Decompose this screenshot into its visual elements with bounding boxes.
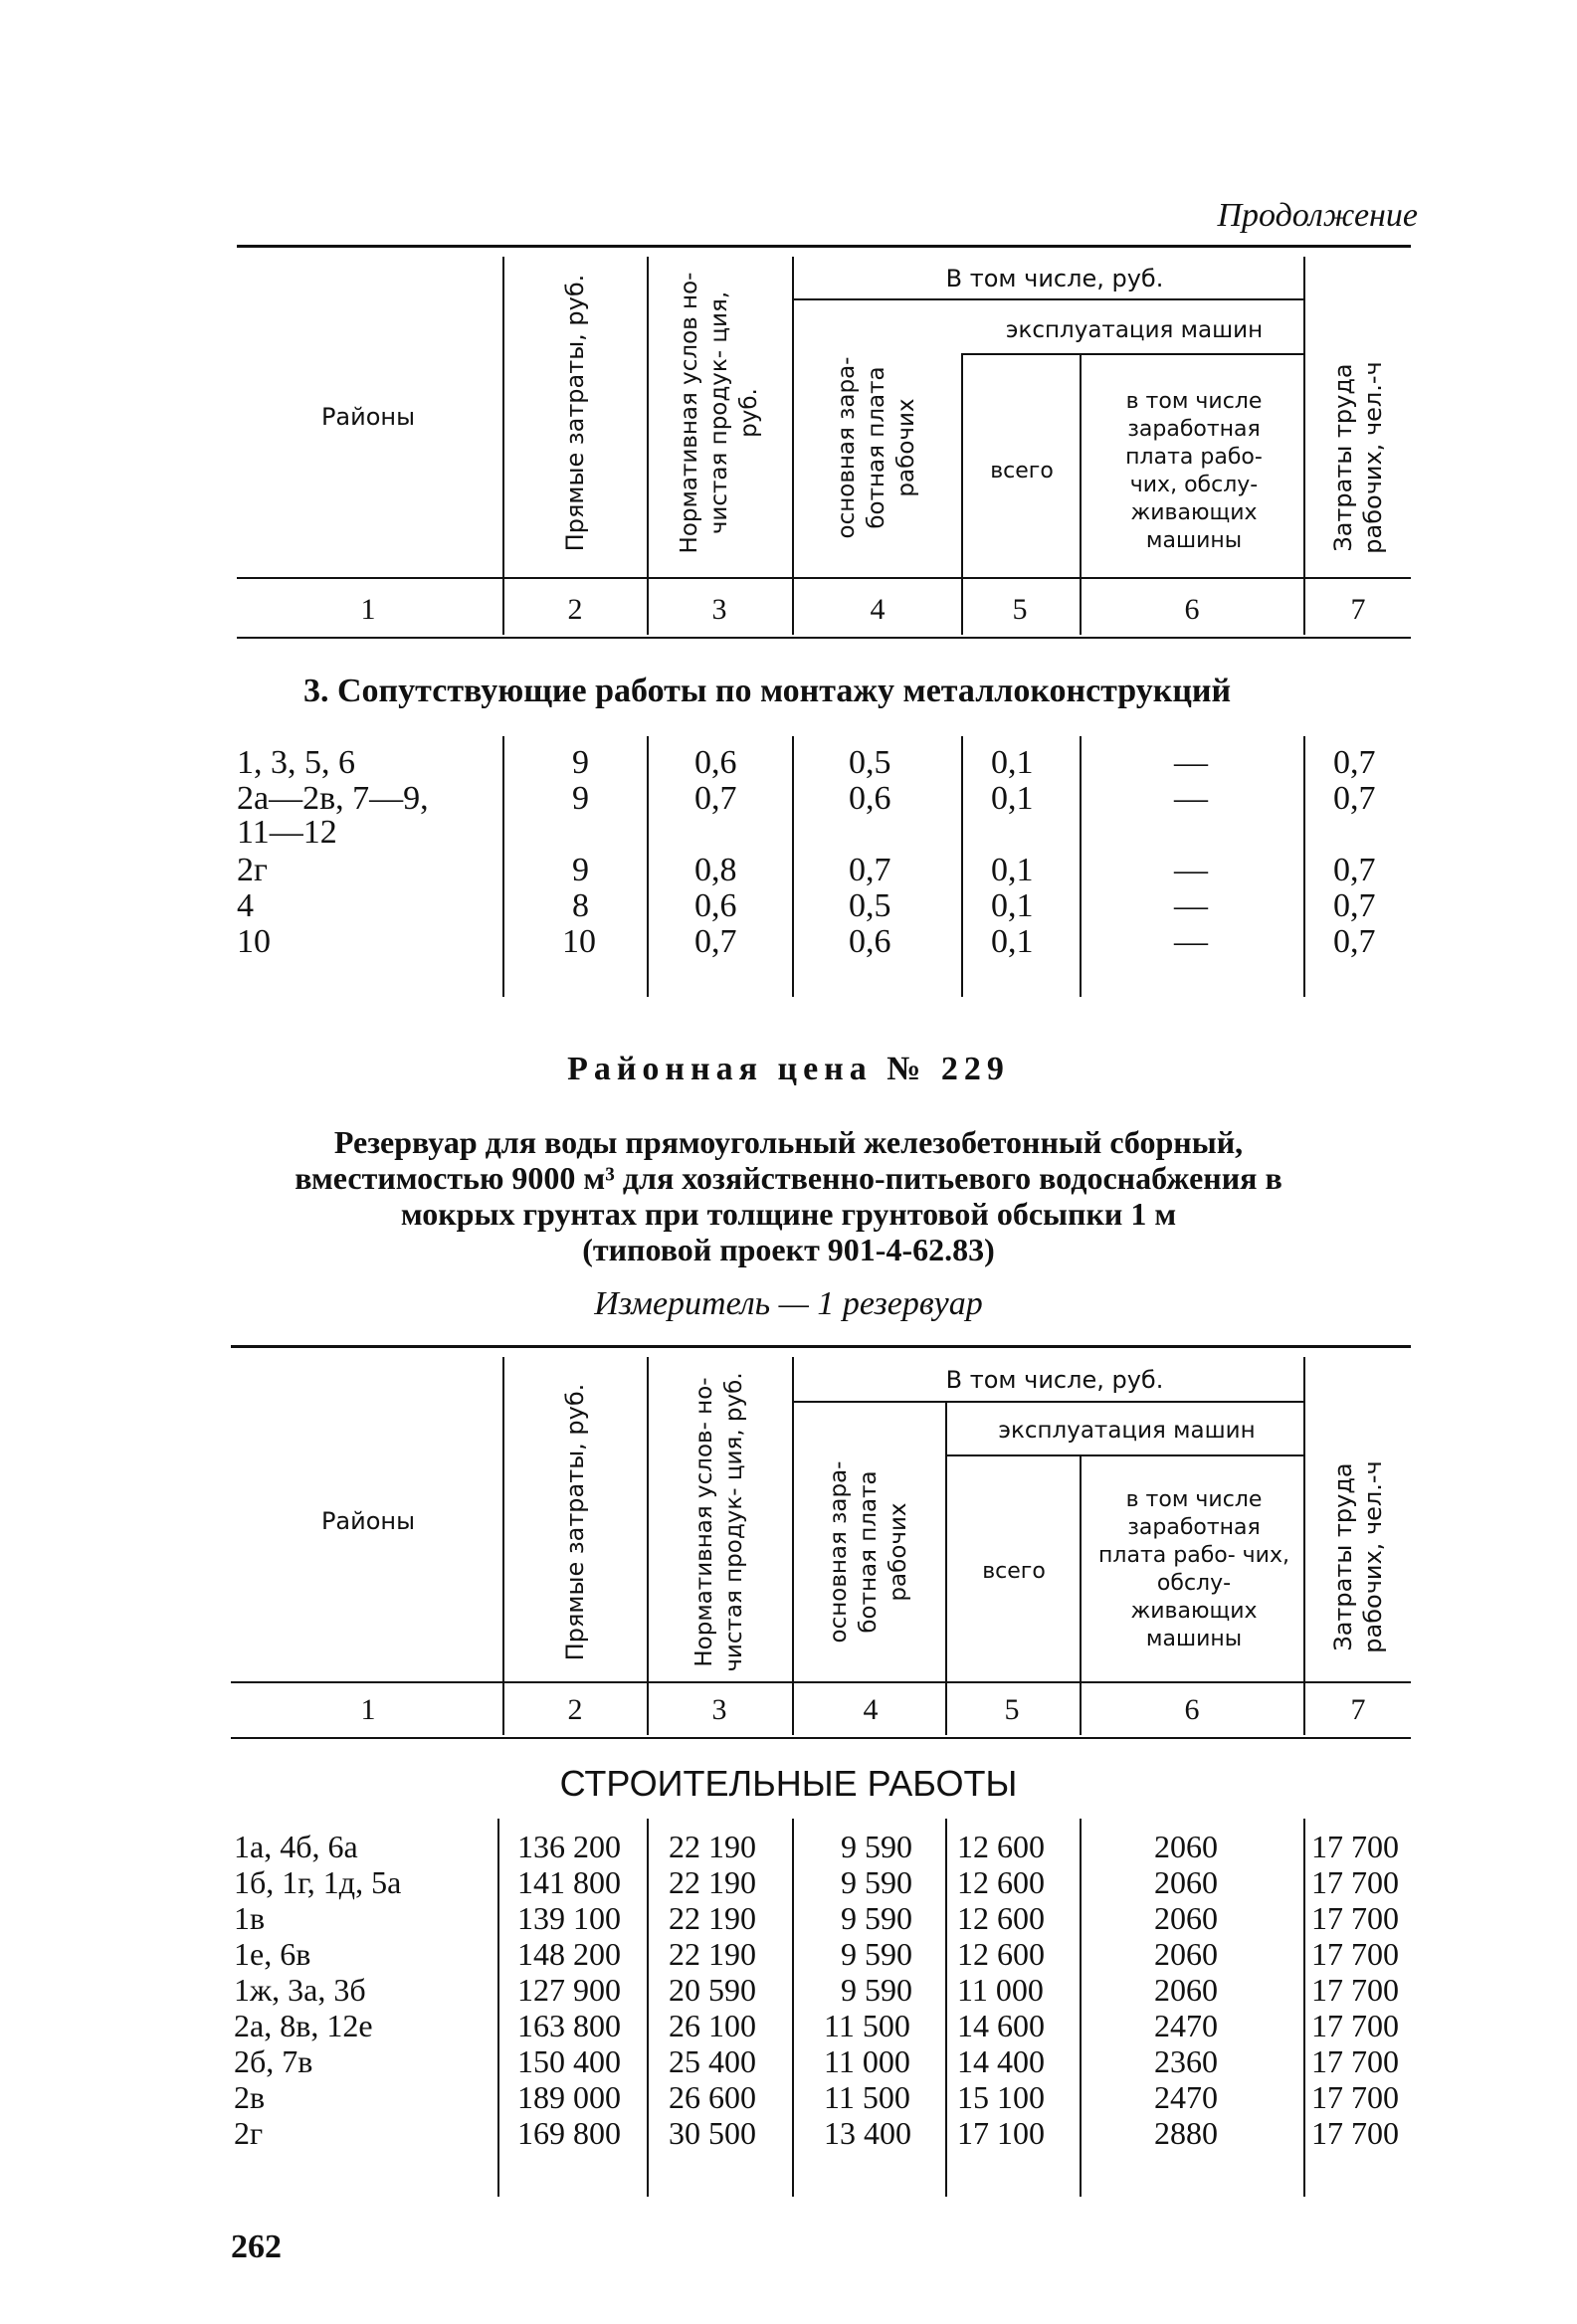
cell-wages: 9 590 xyxy=(841,1829,912,1864)
t1-header-total: всего xyxy=(990,459,1054,484)
t2-colnum-7: 7 xyxy=(1350,1693,1366,1726)
cell-direct: 9 xyxy=(572,744,589,781)
cell-wages: 0,5 xyxy=(849,887,891,924)
cell-normative: 22 190 xyxy=(669,1936,756,1972)
cell-wages: 9 590 xyxy=(841,1936,912,1972)
t2-colnum-1: 1 xyxy=(360,1693,376,1726)
cell-region: 11—12 xyxy=(237,814,337,851)
cell-machines-total: 12 600 xyxy=(957,1936,1045,1972)
cell-wages: 11 500 xyxy=(824,2008,910,2043)
t2-colnum-3: 3 xyxy=(711,1693,727,1726)
cell-machine-wages: — xyxy=(1174,780,1208,817)
cell-direct: 10 xyxy=(562,923,596,960)
measure-label: Измеритель — 1 резервуар xyxy=(594,1285,983,1322)
table-row xyxy=(0,2008,1577,2043)
cell-labor: 17 700 xyxy=(1311,1900,1399,1936)
cell-region: 1а, 4б, 6а xyxy=(234,1829,358,1864)
cell-direct: 9 xyxy=(572,780,589,817)
description-line: мокрых грунтах при толщине грунтовой обсыпки 1 м xyxy=(400,1196,1177,1232)
t2-colnum-6: 6 xyxy=(1184,1693,1200,1726)
cell-normative: 25 400 xyxy=(669,2043,756,2079)
table-row xyxy=(0,2043,1577,2079)
table-row xyxy=(0,2115,1577,2151)
t2-colnum-2: 2 xyxy=(567,1693,583,1726)
cell-direct: 150 400 xyxy=(517,2043,621,2079)
cell-region: 2а, 8в, 12е xyxy=(234,2008,373,2043)
description-line: вместимостью 9000 м³ для хозяйственно-питьевого водоснабжения в xyxy=(295,1160,1282,1196)
description-line: Резервуар для воды прямоугольный железобетонный сборный, xyxy=(333,1124,1244,1160)
cell-normative: 0,8 xyxy=(694,852,737,888)
cell-region: 2г xyxy=(234,2115,264,2151)
cell-machines-total: 14 400 xyxy=(957,2043,1045,2079)
cell-machine-wages: — xyxy=(1174,852,1208,888)
cell-machines-total: 14 600 xyxy=(957,2008,1045,2043)
t1-colnum-4: 4 xyxy=(870,593,886,626)
t2-header-machines: эксплуатация машин xyxy=(998,1418,1256,1444)
cell-normative: 30 500 xyxy=(669,2115,756,2151)
t2-header-machine-wages: в том числе заработная плата рабо- чих, обслу- живающих машины xyxy=(1098,1487,1289,1651)
t2-header-total: всего xyxy=(982,1559,1046,1584)
cell-machines-total: 0,1 xyxy=(991,887,1034,924)
cell-normative: 22 190 xyxy=(669,1900,756,1936)
cell-labor: 17 700 xyxy=(1311,2079,1399,2115)
continuation-label: Продолжение xyxy=(1217,197,1418,234)
cell-wages: 9 590 xyxy=(841,1972,912,2008)
cell-direct: 148 200 xyxy=(517,1936,621,1972)
cell-labor: 0,7 xyxy=(1333,852,1376,888)
cell-labor: 17 700 xyxy=(1311,2115,1399,2151)
cell-normative: 22 190 xyxy=(669,1864,756,1900)
cell-machine-wages: — xyxy=(1174,887,1208,924)
t1-colnum-7: 7 xyxy=(1350,593,1366,626)
cell-machines-total: 0,1 xyxy=(991,923,1034,960)
cell-machine-wages: — xyxy=(1174,744,1208,781)
t1-colnum-1: 1 xyxy=(360,593,376,626)
cell-direct: 163 800 xyxy=(517,2008,621,2043)
t1-header-labor: Затраты труда рабочих, чел.-ч xyxy=(1329,361,1387,554)
table-row xyxy=(0,852,1577,887)
cell-wages: 11 000 xyxy=(824,2043,910,2079)
cell-wages: 0,6 xyxy=(849,780,891,817)
table-row xyxy=(0,1829,1577,1864)
cell-region: 1, 3, 5, 6 xyxy=(237,744,355,781)
t1-header-normative: Нормативная услов но-чистая продук- ция, руб. xyxy=(677,272,762,554)
t2-header-direct: Прямые затраты, руб. xyxy=(561,1383,589,1661)
cell-labor: 17 700 xyxy=(1311,2043,1399,2079)
cell-labor: 0,7 xyxy=(1333,744,1376,781)
cell-machines-total: 12 600 xyxy=(957,1829,1045,1864)
cell-machines-total: 0,1 xyxy=(991,780,1034,817)
cell-machine-wages: 2470 xyxy=(1154,2008,1218,2043)
t2-header-normative: Нормативная услов- но-чистая продук- ция, руб. xyxy=(691,1372,747,1672)
cell-machines-total: 0,1 xyxy=(991,852,1034,888)
cell-normative: 22 190 xyxy=(669,1829,756,1864)
table-row xyxy=(0,1864,1577,1900)
t2-colnum-4: 4 xyxy=(863,1693,879,1726)
cell-direct: 8 xyxy=(572,887,589,924)
cell-region: 4 xyxy=(237,887,254,924)
cell-direct: 169 800 xyxy=(517,2115,621,2151)
cell-region: 2б, 7в xyxy=(234,2043,313,2079)
cell-wages: 0,6 xyxy=(849,923,891,960)
cell-wages: 11 500 xyxy=(824,2079,910,2115)
t1-colnum-2: 2 xyxy=(567,593,583,626)
table-row xyxy=(0,814,1577,850)
t1-colnum-5: 5 xyxy=(1012,593,1028,626)
table-row xyxy=(0,887,1577,923)
cell-wages: 13 400 xyxy=(824,2115,911,2151)
cell-wages: 9 590 xyxy=(841,1900,912,1936)
cell-machine-wages: 2360 xyxy=(1154,2043,1218,2079)
cell-machine-wages: 2060 xyxy=(1154,1864,1218,1900)
cell-normative: 20 590 xyxy=(669,1972,756,2008)
cell-machines-total: 12 600 xyxy=(957,1900,1045,1936)
t2-header-labor: Затраты труда рабочих, чел.-ч xyxy=(1329,1460,1387,1653)
cell-normative: 0,7 xyxy=(694,923,737,960)
table-row xyxy=(0,2079,1577,2115)
cell-labor: 0,7 xyxy=(1333,887,1376,924)
table-row xyxy=(0,780,1577,816)
table-row xyxy=(0,744,1577,780)
cell-wages: 0,7 xyxy=(849,852,891,888)
cell-machines-total: 11 000 xyxy=(957,1972,1044,2008)
cell-wages: 0,5 xyxy=(849,744,891,781)
t1-colnum-6: 6 xyxy=(1184,593,1200,626)
cell-normative: 26 600 xyxy=(669,2079,756,2115)
cell-machine-wages: — xyxy=(1174,923,1208,960)
cell-region: 2г xyxy=(237,852,268,888)
table-row xyxy=(0,1900,1577,1936)
cell-region: 10 xyxy=(237,923,271,960)
cell-machine-wages: 2060 xyxy=(1154,1972,1218,2008)
cell-labor: 0,7 xyxy=(1333,923,1376,960)
cell-region: 2в xyxy=(234,2079,266,2115)
cell-machines-total: 17 100 xyxy=(957,2115,1045,2151)
cell-labor: 17 700 xyxy=(1311,1972,1399,2008)
cell-machines-total: 12 600 xyxy=(957,1864,1045,1900)
cell-machine-wages: 2060 xyxy=(1154,1936,1218,1972)
cell-labor: 17 700 xyxy=(1311,2008,1399,2043)
cell-labor: 17 700 xyxy=(1311,1829,1399,1864)
table-row xyxy=(0,1936,1577,1972)
cell-direct: 9 xyxy=(572,852,589,888)
t2-header-regions: Районы xyxy=(320,1507,416,1535)
cell-direct: 136 200 xyxy=(517,1829,621,1864)
t1-header-direct: Прямые затраты, руб. xyxy=(561,274,589,552)
cell-region: 1в xyxy=(234,1900,266,1936)
t1-colnum-3: 3 xyxy=(711,593,727,626)
t2-colnum-5: 5 xyxy=(1004,1693,1020,1726)
cell-labor: 17 700 xyxy=(1311,1864,1399,1900)
cell-direct: 189 000 xyxy=(517,2079,621,2115)
t1-header-regions: Районы xyxy=(320,403,416,431)
cell-normative: 0,6 xyxy=(694,744,737,781)
t2-header-wages: основная зара- ботная плата рабочих xyxy=(826,1460,911,1644)
t1-header-machines: эксплуатация машин xyxy=(1005,317,1264,343)
cell-region: 1е, 6в xyxy=(234,1936,311,1972)
cell-direct: 139 100 xyxy=(517,1900,621,1936)
page-number: 262 xyxy=(231,2228,282,2265)
cell-machine-wages: 2060 xyxy=(1154,1900,1218,1936)
t2-header-including: В том числе, руб. xyxy=(945,1366,1164,1394)
cell-normative: 0,6 xyxy=(694,887,737,924)
cell-machine-wages: 2880 xyxy=(1154,2115,1218,2151)
price-description xyxy=(0,1124,1577,1267)
cell-labor: 17 700 xyxy=(1311,1936,1399,1972)
price-title: Районная цена № 229 xyxy=(567,1051,1010,1087)
cell-region: 2а—2в, 7—9, xyxy=(237,780,429,817)
t2-section-title: СТРОИТЕЛЬНЫЕ РАБОТЫ xyxy=(559,1763,1018,1804)
cell-machines-total: 15 100 xyxy=(957,2079,1045,2115)
cell-normative: 0,7 xyxy=(694,780,737,817)
cell-wages: 9 590 xyxy=(841,1864,912,1900)
cell-machine-wages: 2470 xyxy=(1154,2079,1218,2115)
cell-direct: 141 800 xyxy=(517,1864,621,1900)
cell-labor: 0,7 xyxy=(1333,780,1376,817)
table-row xyxy=(0,923,1577,959)
table-row xyxy=(0,1972,1577,2008)
cell-normative: 26 100 xyxy=(669,2008,756,2043)
cell-machine-wages: 2060 xyxy=(1154,1829,1218,1864)
t1-section-title: 3. Сопутствующие работы по монтажу металлоконструкций xyxy=(303,673,1232,709)
cell-region: 1ж, 3а, 3б xyxy=(234,1972,366,2008)
description-line: (типовой проект 901-4-62.83) xyxy=(582,1232,995,1267)
cell-direct: 127 900 xyxy=(517,1972,621,2008)
t1-header-machine-wages: в том числе заработная плата рабо- чих, обслу- живающих машины xyxy=(1125,389,1263,553)
t1-header-wages: основная зара- ботная плата рабочих xyxy=(834,356,919,539)
t1-header-including: В том числе, руб. xyxy=(945,265,1164,292)
cell-region: 1б, 1г, 1д, 5а xyxy=(234,1864,402,1900)
cell-machines-total: 0,1 xyxy=(991,744,1034,781)
